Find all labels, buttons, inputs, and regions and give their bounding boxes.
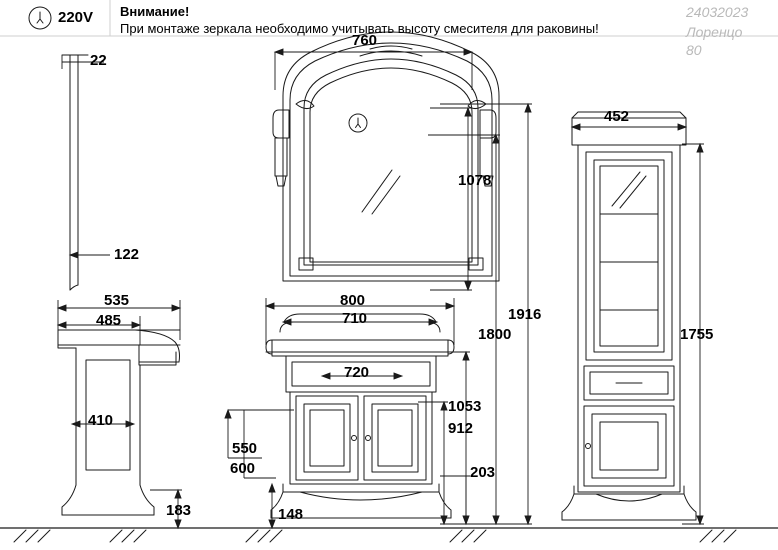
dim-total-1800: 1800: [478, 326, 512, 343]
dim-leg-offset: 122: [114, 246, 140, 263]
dim-mirror-top-width: 760: [352, 32, 378, 49]
dim-base-600: 600: [230, 460, 256, 477]
dim-vanity-height-912: 912: [448, 420, 474, 437]
notice-title: Внимание!: [120, 4, 190, 19]
dim-plinth-203: 203: [470, 464, 496, 481]
dim-mirror-height: 1078: [458, 172, 492, 189]
dim-vanity-top-inner: 710: [342, 310, 368, 327]
dim-side-depth-outer: 535: [104, 292, 130, 309]
voltage-label: 220V: [58, 9, 94, 26]
dim-foot-height: 183: [166, 502, 192, 519]
dim-column-height: 1755: [680, 326, 714, 343]
product-size: 80: [686, 42, 702, 58]
dim-base-550: 550: [232, 440, 258, 457]
product-code: 24032023: [686, 4, 749, 20]
dim-column-width: 452: [604, 108, 630, 125]
dim-plinth-148: 148: [278, 506, 304, 523]
dim-drawer-width: 720: [344, 364, 370, 381]
dim-side-inner-height: 410: [88, 412, 114, 429]
product-name: Лоренцо: [686, 24, 743, 40]
dim-cabinet-top: 22: [90, 52, 107, 69]
notice-body: При монтаже зеркала необходимо учитывать высоту смесителя для раковины!: [120, 21, 599, 36]
dim-vanity-height-1053: 1053: [448, 398, 482, 415]
dim-side-depth-inner: 485: [96, 312, 122, 329]
dim-total-1916: 1916: [508, 306, 542, 323]
dim-vanity-width: 800: [340, 292, 366, 309]
